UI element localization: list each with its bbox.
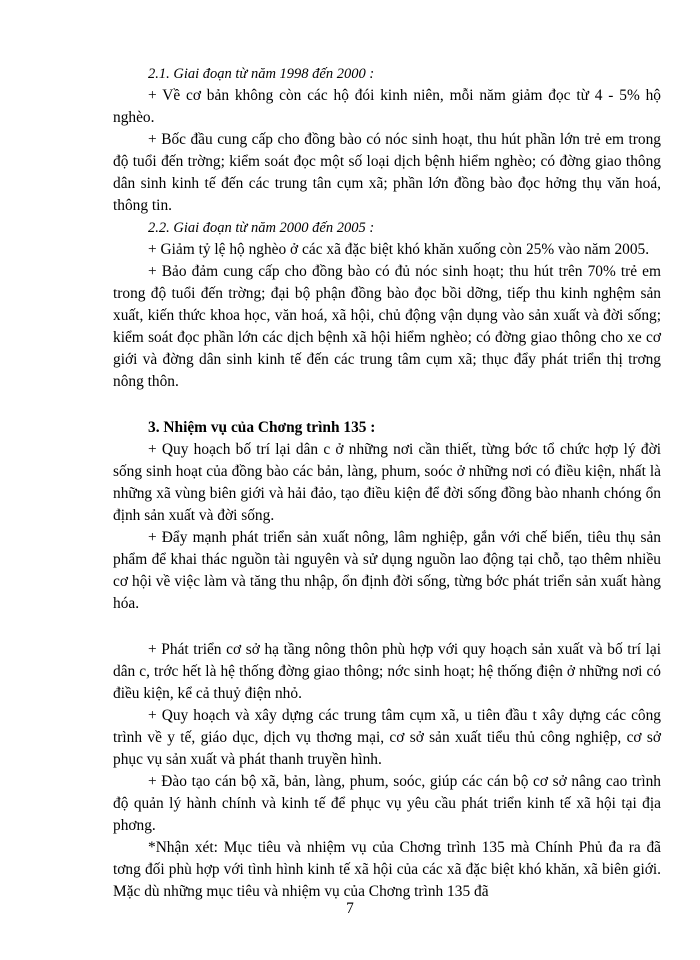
page-body: [113, 63, 661, 903]
stage2-paragraph-2: + Bảo đảm cung cấp cho đồng bào có đủ nóc sinh hoạt; thu hút trên 70% trẻ em trong độ tuổi đến trờng; đại bộ phận đồng bào đọc bồi dỡng, tiếp thu kinh nghệm sản xuất, kiến thức khoa học, văn hoá, xã hội, chủ động vận dụng vào sản xuất và đời sống; kiểm soát đọc phần lớn các dịch bệnh xã hội hiểm nghèo; có đờng giao thông cho xe cơ giới và đờng dân sinh kinh tế đến các trung tâm cụm xã; thục đẩy phát triển thị trơng nông thôn.: [113, 263, 661, 390]
page-number: 7: [346, 900, 354, 917]
section3-paragraph-4: + Quy hoạch và xây dựng các trung tâm cụm xã, u tiên đầu t xây dựng các công trình về y tế, giáo dục, dịch vụ thơng mại, cơ sở sản xuất tiểu thủ công nghiệp, cơ sở phục vụ sản xuất và phát thanh truyền hình.: [113, 707, 661, 768]
section3-heading: 3. Nhiệm vụ của Chơng trình 135 :: [148, 419, 376, 436]
stage1-paragraph-1: + Về cơ bản không còn các hộ đói kinh niên, mỗi năm giảm đọc từ 4 - 5% hộ nghèo.: [113, 87, 661, 126]
stage1-paragraph-2: + Bốc đầu cung cấp cho đồng bào có nóc sinh hoạt, thu hút phần lớn trẻ em trong độ tuổi đến trờng; kiểm soát đọc một số loại dịch bệnh hiểm nghèo; có đờng giao thông dân sinh kinh tế đến các trung tân cụm xã; phần lớn đồng bào đọc hởng thụ văn hoá, thông tin.: [113, 131, 661, 214]
stage2-paragraph-1: + Giảm tỷ lệ hộ nghèo ở các xã đặc biệt khó khăn xuống còn 25% vào năm 2005.: [148, 241, 650, 258]
stage1-heading: 2.1. Giai đoạn từ năm 1998 đến 2000 :: [148, 66, 375, 82]
section3-paragraph-2: + Đẩy mạnh phát triển sản xuất nông, lâm nghiệp, gắn với chế biến, tiêu thụ sản phẩm để khai thác nguồn tài nguyên và sử dụng nguồn lao động tại chỗ, tạo thêm nhiều cơ hội về việc làm và tăng thu nhập, ổn định đời sống, từng bớc phát triển sản xuất hàng hóa.: [113, 529, 661, 612]
remark-paragraph: *Nhận xét: Mục tiêu và nhiệm vụ của Chơng trình 135 mà Chính Phủ đa ra đã tơng đối phù hợp với tình hình kinh tế xã hội của các xã đặc biệt khó khăn, xã biên giới. Mặc dù những mục tiêu và nhiệm vụ của Chơng trình 135 đã: [113, 839, 661, 900]
section3-paragraph-1: + Quy hoạch bố trí lại dân c ở những nơi cần thiết, từng bớc tổ chức hợp lý đời sống sinh hoạt của đồng bào các bản, làng, phum, soóc ở những nơi có điều kiện, nhất là những xã vùng biên giới và hải đảo, tạo điều kiện để đời sống đồng bào nhanh chóng ổn định sản xuất và đời sống.: [113, 441, 661, 524]
section3-paragraph-5: + Đào tạo cán bộ xã, bản, làng, phum, soóc, giúp các cán bộ cơ sở nâng cao trình độ quản lý hành chính và kinh tế để phục vụ yêu cầu phát triển kinh tế xã hội tại địa phơng.: [113, 773, 661, 834]
section3-paragraph-3: + Phát triển cơ sở hạ tầng nông thôn phù hợp với quy hoạch sản xuất và bố trí lại dân c, trớc hết là hệ thống đờng giao thông; nớc sinh hoạt; hệ thống điện ở những nơi có điều kiện, kể cả thuỷ điện nhỏ.: [113, 641, 661, 702]
stage2-heading: 2.2. Giai đoạn từ năm 2000 đến 2005 :: [148, 220, 375, 236]
